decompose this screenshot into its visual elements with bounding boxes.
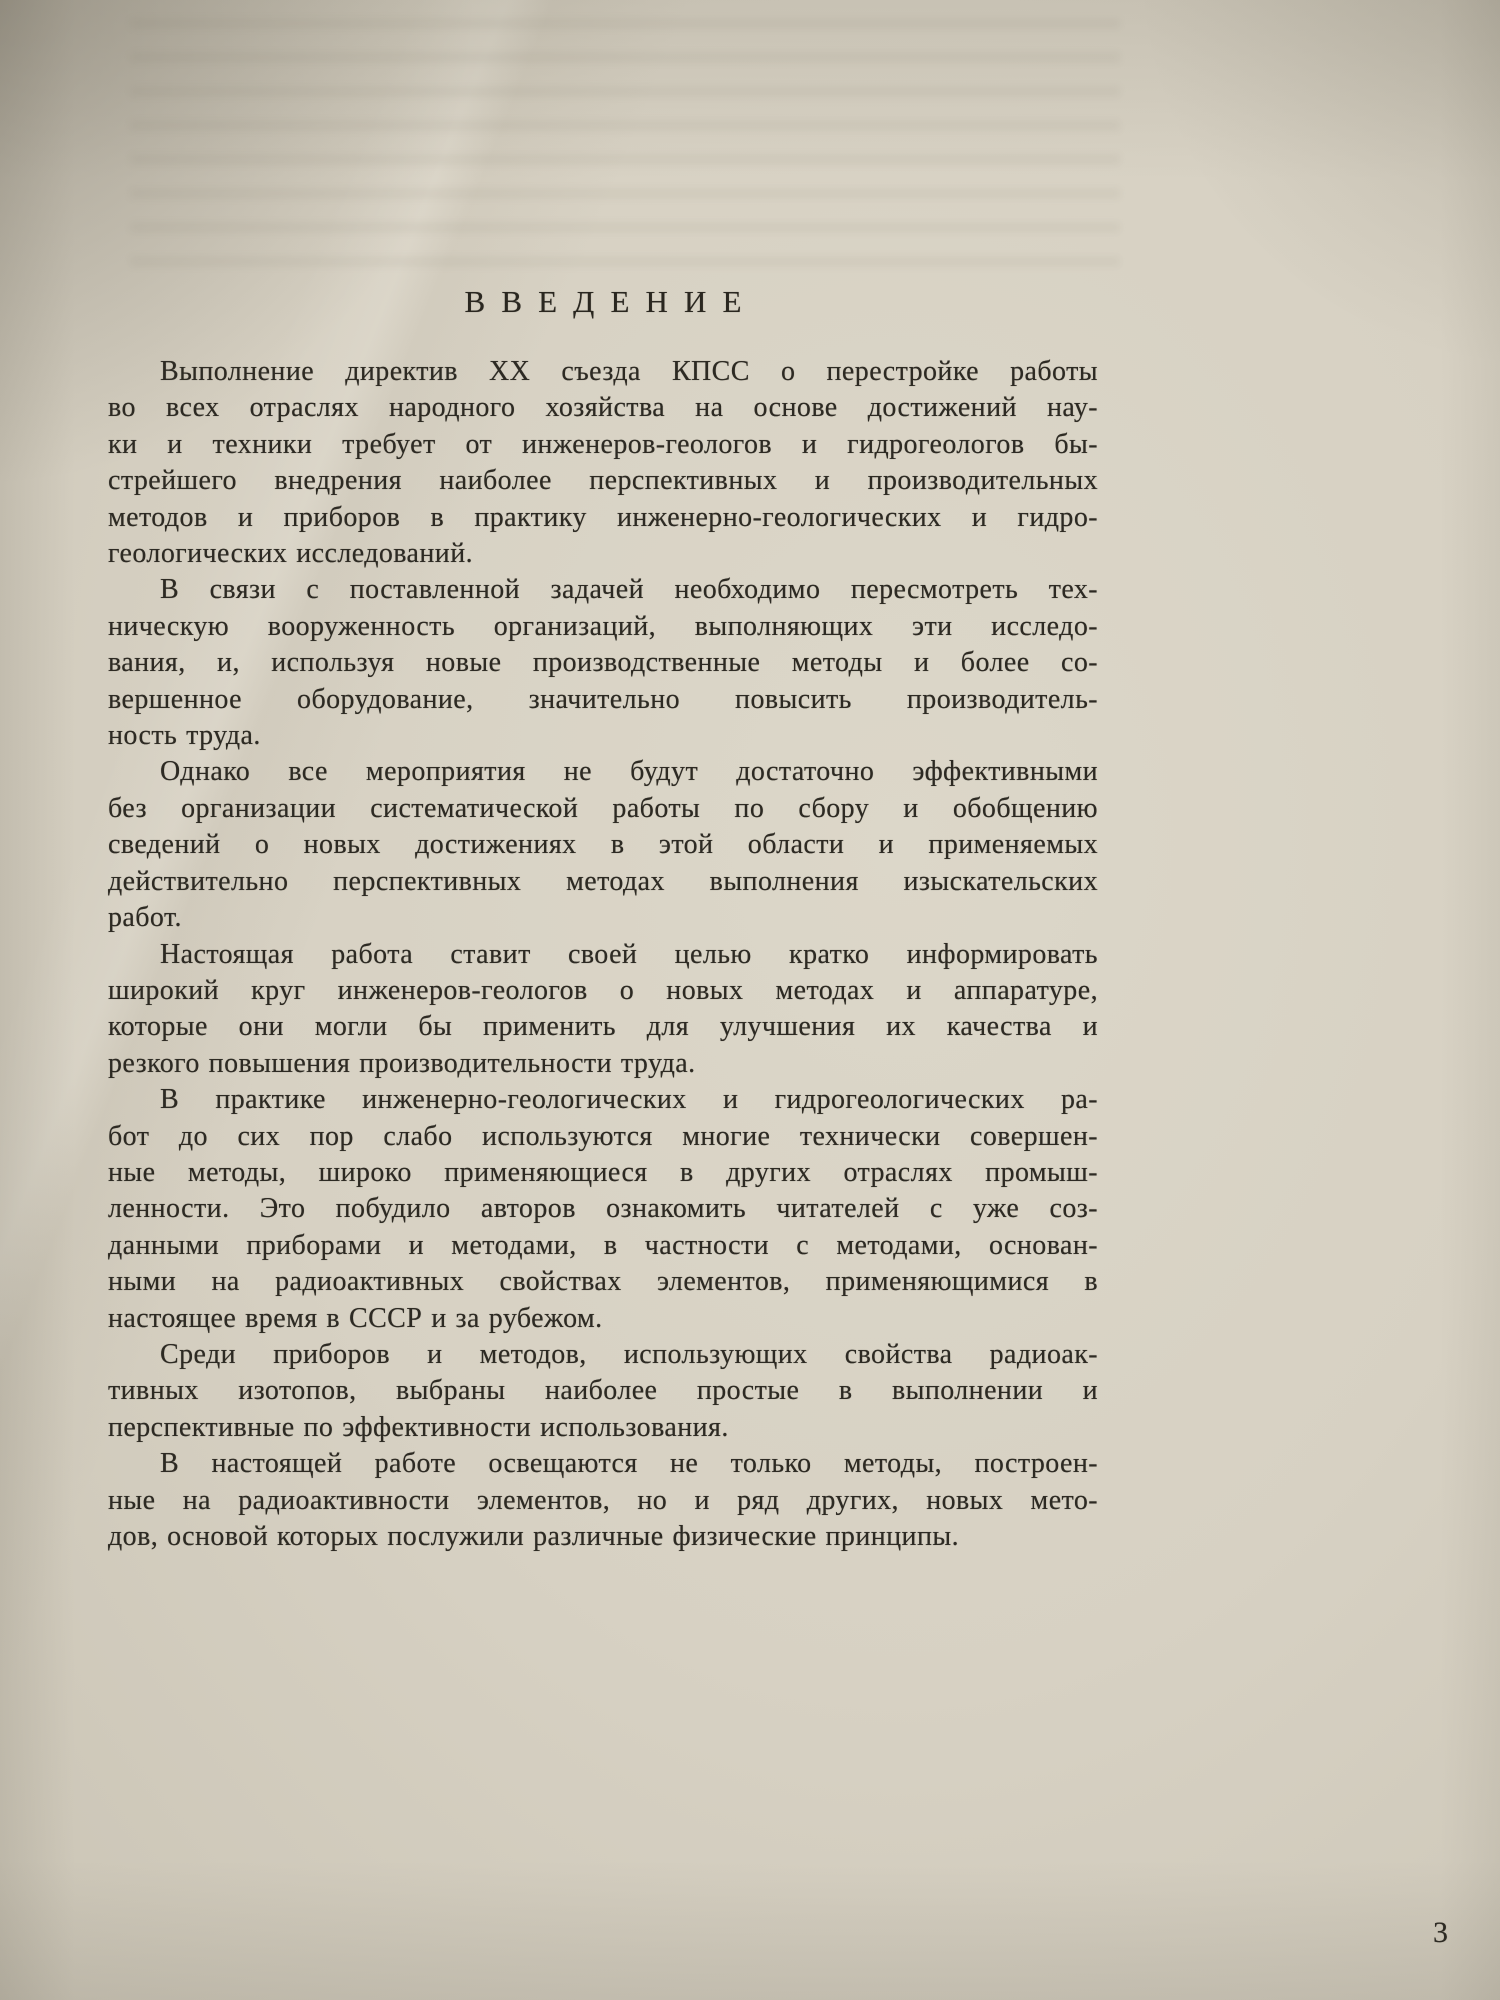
- text-line: сведений о новых достижениях в этой области и применяемых: [108, 829, 1098, 861]
- paragraphs-container: [108, 354, 1098, 1555]
- text-line: во всех отраслях народного хозяйства на основе достижений нау-: [108, 392, 1098, 424]
- text-line: Настоящая работа ставит своей целью кратко информировать: [160, 938, 1098, 970]
- text-line: ные методы, широко применяющиеся в других отраслях промыш-: [108, 1156, 1098, 1188]
- text-block: [108, 282, 1098, 1555]
- text-line: Однако все мероприятия не будут достаточно эффективными: [160, 756, 1098, 788]
- text-line: которые они могли бы применить для улучшения их качества и: [108, 1011, 1098, 1043]
- text-line: ки и техники требует от инженеров-геологов и гидрогеологов бы-: [108, 428, 1098, 460]
- text-line: работ.: [108, 902, 182, 934]
- text-line: бот до сих пор слабо используются многие технически совершен-: [108, 1120, 1098, 1152]
- text-line: ническую вооруженность организаций, выполняющих эти исследо-: [108, 610, 1098, 642]
- text-line: перспективные по эффективности использования.: [108, 1411, 729, 1443]
- text-line: Среди приборов и методов, использующих свойства радиоак-: [160, 1338, 1098, 1370]
- text-line: настоящее время в СССР и за рубежом.: [108, 1302, 603, 1334]
- paragraph: [108, 754, 1098, 936]
- text-line: В практике инженерно-геологических и гидрогеологических ра-: [160, 1084, 1098, 1116]
- paragraph: [108, 572, 1098, 754]
- text-line: В настоящей работе освещаются не только методы, построен-: [160, 1448, 1098, 1480]
- chapter-title: ВВЕДЕНИЕ: [464, 284, 758, 319]
- text-line: ными на радиоактивных свойствах элементов, применяющимися в: [108, 1266, 1098, 1298]
- paragraph: [108, 1337, 1098, 1446]
- text-line: ленности. Это побудило авторов ознакомить читателей с уже соз-: [108, 1193, 1098, 1225]
- paragraph: [108, 1446, 1098, 1555]
- text-line: вершенное оборудование, значительно повысить производитель-: [108, 683, 1098, 715]
- text-line: ность труда.: [108, 720, 261, 752]
- page-number: 3: [1433, 1916, 1448, 1949]
- paragraph: [108, 1082, 1098, 1337]
- text-line: данными приборами и методами, в частности с методами, основан-: [108, 1229, 1098, 1261]
- text-line: дов, основой которых послужили различные физические принципы.: [108, 1521, 959, 1552]
- paragraph: [108, 354, 1098, 572]
- text-line: ные на радиоактивности элементов, но и ряд других, новых мето-: [108, 1484, 1098, 1516]
- text-line: вания, и, используя новые производственные методы и более со-: [108, 647, 1098, 679]
- text-line: геологических исследований.: [108, 538, 474, 570]
- text-line: действительно перспективных методах выполнения изыскательских: [108, 865, 1098, 897]
- text-line: Выполнение директив XX съезда КПСС о перестройке работы: [160, 356, 1098, 387]
- text-line: В связи с поставленной задачей необходимо пересмотреть тех-: [160, 574, 1098, 606]
- text-line: методов и приборов в практику инженерно-геологических и гидро-: [108, 501, 1098, 533]
- paragraph: [108, 937, 1098, 1083]
- text-line: широкий круг инженеров-геологов о новых методах и аппаратуре,: [108, 974, 1098, 1006]
- text-line: тивных изотопов, выбраны наиболее простые в выполнении и: [108, 1375, 1098, 1407]
- reverse-side-showthrough: [130, 18, 1120, 268]
- text-line: стрейшего внедрения наиболее перспективных и производительных: [108, 465, 1098, 497]
- text-line: без организации систематической работы по сбору и обобщению: [108, 792, 1098, 824]
- text-line: резкого повышения производительности труда.: [108, 1047, 696, 1079]
